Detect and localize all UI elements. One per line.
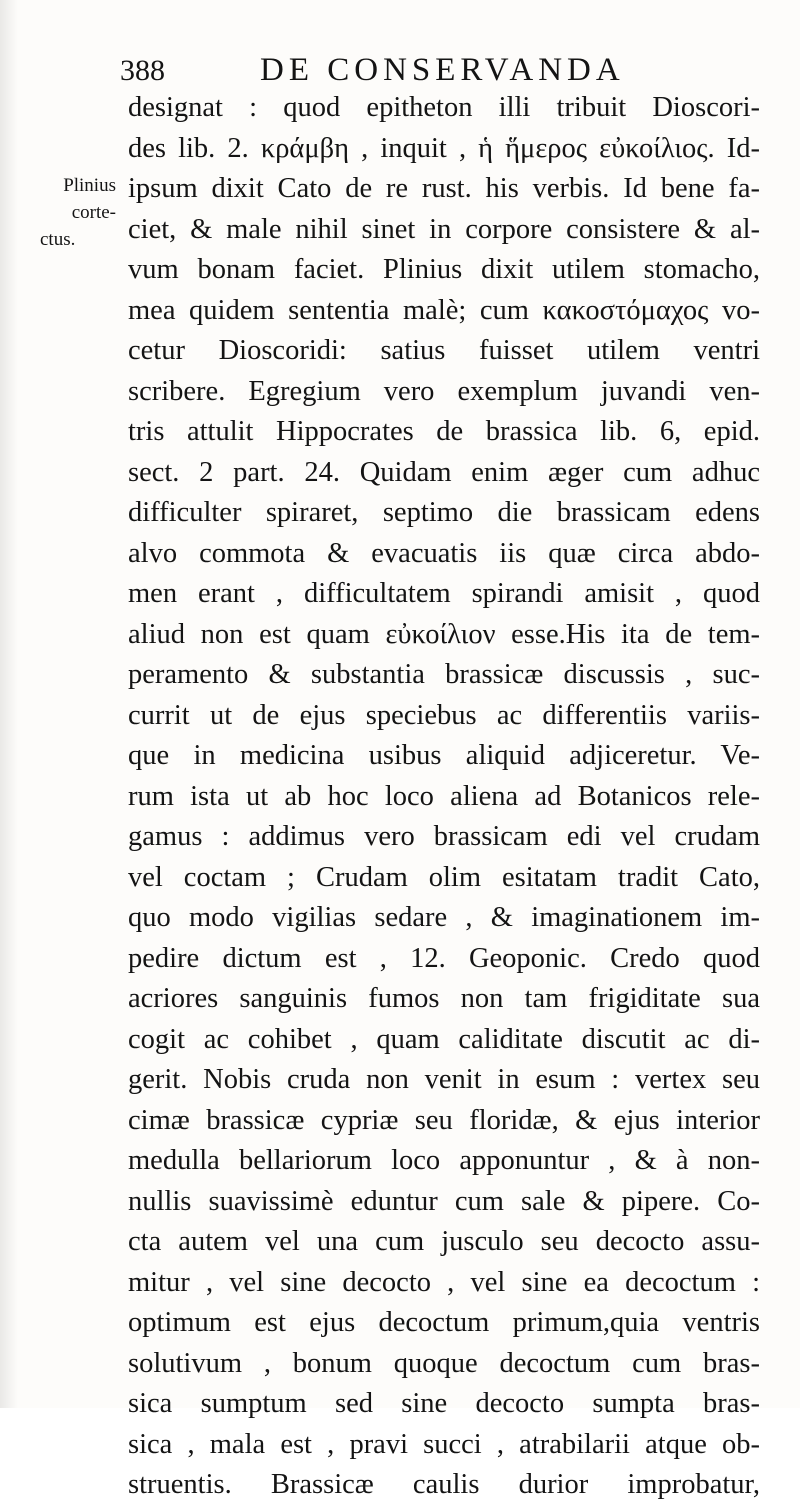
text-line: quo modo vigilias sedare , & imaginationem im- [128, 902, 760, 933]
text-line: des lib. 2. κράμβη , inquit , ἡ ἥμερος εὐκοίλιος. Id- [128, 132, 760, 164]
text-line: mea quidem sententia malè; cum κακοστόμαχος vo- [128, 294, 760, 326]
text-line: ciet, & male nihil sinet in corpore consistere & al- [128, 213, 760, 245]
text-line: scribere. Egregium vero exemplum juvandi ven- [128, 375, 760, 407]
text-line: struentis. Brassicæ caulis durior improbatur, [128, 1469, 760, 1500]
text-line: tris attulit Hippocrates de brassica lib. 6, epid. [128, 416, 760, 447]
text-line: currit ut de ejus speciebus ac differentiis variis- [128, 699, 760, 731]
text-line: pedire dictum est , 12. Geoponic. Credo quod [128, 942, 760, 974]
text-line: medulla bellariorum loco apponuntur , & à non- [128, 1145, 760, 1176]
text-line: mitur , vel sine decocto , vel sine ea decoctum : [128, 1266, 760, 1298]
text-line: rum ista ut ab hoc loco aliena ad Botanicos rele- [128, 780, 760, 812]
text-line: gamus : addimus vero brassicam edi vel crudam [128, 821, 760, 852]
text-line: men erant , difficultatem spirandi amisit , quod [128, 578, 760, 609]
margin-note: Plinius [63, 175, 116, 196]
text-line: optimum est ejus decoctum primum,quia ventris [128, 1307, 760, 1338]
text-line: que in medicina usibus aliquid adjiceretur. Ve- [128, 740, 760, 771]
text-line: difficulter spiraret, septimo die brassicam edens [128, 497, 760, 528]
text-line: sect. 2 part. 24. Quidam enim æger cum adhuc [128, 456, 760, 488]
text-line: acriores sanguinis fumos non tam frigiditate sua [128, 983, 760, 1014]
text-line: cta autem vel una cum jusculo seu decocto assu- [128, 1226, 760, 1257]
text-line: sica , mala est , pravi succi , atrabilarii atque ob- [128, 1428, 760, 1460]
text-line: vum bonam faciet. Plinius dixit utilem stomacho, [128, 254, 760, 285]
text-line: vel coctam ; Crudam olim esitatam tradit Cato, [128, 861, 760, 893]
text-line: peramento & substantia brassicæ discussis , suc- [128, 659, 760, 690]
margin-note: ctus. [40, 229, 76, 250]
text-line: sica sumptum sed sine decocto sumpta bras- [128, 1388, 760, 1419]
text-line: cimæ brassicæ cypriæ seu floridæ, & ejus interior [128, 1104, 760, 1136]
margin-notes [0, 172, 118, 253]
text-line: aliud non est quam εὐκοίλιον esse.His ita de tem- [128, 618, 760, 650]
text-line: designat : quod epitheton illi tribuit Dioscori- [128, 92, 760, 123]
running-title: DE CONSERVANDA [260, 52, 625, 88]
text-line: ipsum dixit Cato de re rust. his verbis. Id bene fa- [128, 173, 760, 204]
page-number: 388 [120, 54, 165, 87]
text-line: solutivum , bonum quoque decoctum cum bras- [128, 1347, 760, 1379]
text-line: alvo commota & evacuatis iis quæ circa abdo- [128, 537, 760, 569]
margin-note: corte- [71, 202, 116, 223]
text-line: gerit. Nobis cruda non venit in esum : vertex seu [128, 1064, 760, 1095]
text-line: nullis suavissimè eduntur cum sale & pipere. Co- [128, 1185, 760, 1217]
text-line: cogit ac cohibet , quam caliditate discutit ac di- [128, 1023, 760, 1055]
body-text [128, 88, 760, 1506]
text-line: cetur Dioscoridi: satius fuisset utilem ventri [128, 335, 760, 366]
